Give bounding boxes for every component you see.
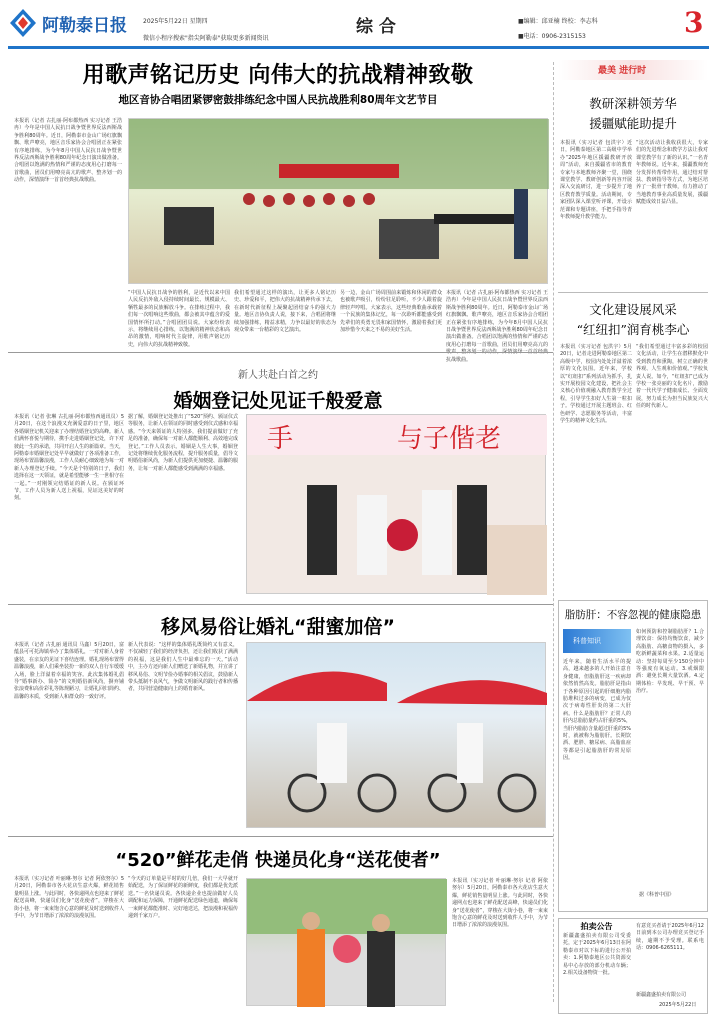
masthead-rule <box>8 46 709 49</box>
story1-headline-line1: 教研深耕领芳华 <box>589 96 677 111</box>
marriage-photo <box>246 414 546 594</box>
story2-headline-line1: 文化建设展风采 <box>589 302 677 317</box>
flower-col-1: 本报讯（实习记者 叶丽琳·努尔 记者 阿依努尔）5月20日，阿勒泰市各大花店生意火爆，鲜花销售量明显上涨。与此同时，各快递网点也迎来了鲜花配送高峰，快递员们化身“送花使者”，穿梭在大街小巷，将一束束饱含心意的鲜花及时送到收件人手中，为节日增添了浓浓的浪漫氛围。 <box>14 876 125 920</box>
notice-date: 2025年5月22日 <box>659 1002 697 1008</box>
story1-col-2: “这次活动让我收获很大，专家们的先进理念和教学方法让我对课堂教学有了新的认识。”一名青年教师说。近年来，援疆教师充分发挥传帮带作用，通过结对帮扶、教研指导等方式，为地区培养了一批骨干教师，有力推动了当地教育事业高质量发展，援疆赋能成效日益凸显。 <box>636 140 708 206</box>
notice-col-2: 有意竞买者请于2025年6月12日前到本公司办理竞买登记手续，逾期不予受理。联系电话：0906-6265111。 <box>636 923 704 952</box>
svg-text:与子偕老: 与子偕老 <box>397 424 502 454</box>
date-line: 2025年5月22日 星期四 <box>143 18 208 25</box>
health-col-2: 如何预防和控制脂肪肝？1.合理饮食：保持均衡饮食，减少高脂肪、高糖食物的摄入，多吃新鲜蔬菜和水果。2.适量运动：坚持每周至少150分钟中等强度有氧运动。3.戒烟限酒：避免长期大量饮酒。4.定期体检：早发现、早干预、早治疗。 <box>636 629 704 695</box>
story2-col-1: 本报讯（实习记者 包洪宇）5月20日，记者走进阿勒泰地区第二高级中学，校园内处处洋溢着浓厚的文化氛围。近年来，学校以“红纽扣”系列活动为抓手，扎实开展校园文化建设，把社会主义核心价值观融入教育教学全过程，引导学生扣好人生第一粒扣子。学校通过开展主题班会、红色研学、志愿服务等活动，丰富学生的精神文化生活。 <box>560 344 632 425</box>
story1-col-1: 本报讯（实习记者 包洪宇）近日，阿勒泰地区第二高级中学举办“2025年地区援疆教研开放周”活动，来自援疆省市的教育专家与本地教师齐聚一堂，围绕课堂教学、教研创新等内容开展深入交流研讨，进一步提升了地区教育教学质量。活动期间，专家团队深入课堂听评课，开设示范课和专题讲座，手把手指导青年教师提升教学能力。 <box>560 140 632 221</box>
marriage-col-2: 据了解，婚姻登记处推出了“520”预约、颁证仪式等服务，让新人在领证的同时感受到仪式感和幸福感。“今天来领证的人特别多，我们提前做好了充足的准备，确保每一对新人都能顺利、高效地完成登记。”工作人员表示。婚姻是人生大事，婚姻登记处将继续优化服务流程，提升服务质量，倡导文明婚俗新风尚，为新人们提供更加便捷、温馨的服务，让每一对新人都能感受到满满的幸福感。 <box>128 414 239 472</box>
flower-col-2: “今天的订单量是平时的好几倍，我们一大早就开始配送，为了保证鲜花的新鲜度，我们都是优先派送。”一名快递员说。各快递企业也提前做好人员调配和运力保障，开通鲜花配送绿色通道，确保每一束鲜花都能准时、完好地送达，把浪漫和祝福传递到千家万户。 <box>128 876 239 920</box>
sidebar-divider <box>558 292 708 293</box>
wedding-headline: 移风易俗让婚礼“甜蜜加倍” <box>161 616 395 638</box>
wedding-col-1: 本报讯（记者 古扎丽 通讯员 马鑫）5月20日，富蕴县可可托海镇举办了集体婚礼，一对对新人身着盛装，在亲友的见证下喜结连理。婚礼现场布置得温馨浪漫，新人们乘坐装扮一新的双人自行车缓缓入场，脸上洋溢着幸福的笑容。此次集体婚礼倡导“婚事新办、简办”的文明婚俗新风尚，摒弃铺张浪费和高价彩礼等陈规陋习，让婚礼回归简约、温馨的本质，受到新人和群众的一致好评。 <box>14 642 125 700</box>
health-banner-image <box>563 629 631 653</box>
paper-logo-icon <box>8 8 38 38</box>
svg-text:手: 手 <box>267 424 294 454</box>
health-headline: 脂肪肝：不容忽视的健康隐患 <box>564 609 702 621</box>
lead-col-4: 另一边，金山广场周围前来锻炼和休闲的群众也被歌声吸引，纷纷驻足聆听，不少人跟着旋律轻声哼唱。大家表示，这些经典歌曲承载着一个民族的集体记忆，每一次聆听都能感受到先辈们的英勇无畏和家国情怀，激励着我们更加珍惜今天来之不易的美好生活。 <box>340 290 442 334</box>
wedding-col-2: 新人代表说：“这样的集体婚礼既简约又有意义，不仅减轻了我们的经济负担，还让我们收获了满满的祝福，这是我们人生中最难忘的一天。”活动中，主办方还向新人们赠送了新婚礼物，并宣讲了移风易俗、文明节俭办婚事的相关倡议，鼓励新人带头抵制不良风气，争做文明新风的践行者和传播者，共同营造健康向上的婚育新风。 <box>128 642 239 693</box>
section-divider <box>8 604 553 605</box>
story2-col-2: “我们希望通过丰富多彩的校园文化活动，让学生在潜移默化中受到教育和熏陶，树立正确的世界观、人生观和价值观。”学校负责人说。如今，“红纽扣”已成为学校一张亮丽的文化名片，激励着一代代学子健康成长、全面发展，努力成长为担当民族复兴大任的时代新人。 <box>636 344 708 410</box>
masthead <box>8 6 708 46</box>
editor-line: ■编辑：邱亚楠 终校：李志科 <box>518 18 598 25</box>
lead-col-3: 我们希望通过这样的演出，让更多人铭记历史、珍爱和平，把伟大的抗战精神传承下去，在新时代新征程上凝聚起团结奋斗的强大力量。地区音协负责人说，接下来，合唱团将继续加强排练，精益求精，力争以最好的状态为观众带来一台精彩的文艺演出。 <box>234 290 336 334</box>
notice-col-1: 新疆鑫盛拍卖有限公司受委托，定于2025年6月13日在阿勒泰市对以下标的进行公开拍卖：1.阿勒泰地区公共资源交易中心存放的部分机动车辆；2.相关设备物资一批。 <box>563 933 631 977</box>
marriage-kicker: 新人共赴白首之约 <box>238 370 318 381</box>
subscription-line: 微信小程序搜索"指尖阿勒泰"获取更多新闻资讯 <box>143 35 269 42</box>
marriage-headline: 婚姻登记处见证千般爱意 <box>173 390 383 412</box>
flower-col-3: 本报讯（实习记者 叶丽琳·努尔 记者 阿依努尔）5月20日，阿勒泰市各大花店生意火爆，鲜花销售量明显上涨。与此同时，各快递网点也迎来了鲜花配送高峰，快递员们化身“送花使者”，穿梭在大街小巷，将一束束饱含心意的鲜花及时送到收件人手中，为节日增添了浓浓的浪漫氛围。 <box>452 878 548 929</box>
story1-headline-line2: 援疆赋能助提升 <box>589 116 677 131</box>
sidebar-banner <box>558 60 708 80</box>
section-divider <box>8 836 553 837</box>
notice-box <box>558 918 708 1014</box>
notice-company: 新疆鑫盛拍卖有限公司 <box>636 992 687 998</box>
lead-photo-choir <box>128 118 548 284</box>
notice-title: 拍卖公告 <box>580 922 613 931</box>
wedding-photo <box>246 642 546 828</box>
lead-col-1: 本报讯（记者 古扎丽·阿布都热西 实习记者 王浩冉）今年是中国人民抗日战争暨世界反法西斯战争胜利80周年。近日，阿勒泰市金山广场红旗飘飘、歌声嘹亮，地区音乐家协会合唱团正在紧张有序地排练，为今年8月中国人民抗日战争暨世界反法西斯战争胜利80周年纪念日演出做准备。合唱团以饱满的热情和严谨的态度用心打磨每一首歌曲，团员们用嘹亮高亢的歌声、整齐划一的动作，深情演绎一首首经典抗战歌曲。 <box>14 118 122 184</box>
lead-col-5: 本报讯（记者 古扎丽·阿布都热西 实习记者 王浩冉）今年是中国人民抗日战争暨世界反法西斯战争胜利80周年。近日，阿勒泰市金山广场红旗飘飘、歌声嘹亮，地区音乐家协会合唱团正在紧张有序地排练，为今年8月中国人民抗日战争暨世界反法西斯战争胜利80周年纪念日演出做准备。合唱团以饱满的热情和严谨的态度用心打磨每一首歌曲，团员们用嘹亮高亢的歌声、整齐划一的动作，深情演绎一首首经典抗战歌曲。 <box>446 290 548 363</box>
marriage-col-1: 本报讯（记者 张琳 古扎丽·阿布都热西通讯员）5月20日，在这个浪漫又充满爱意的日子里，地区各婚姻登记机关迎来了办理结婚登记的高峰。新人们满怀喜悦与期待，携手走进婚姻登记处，许下对彼此一生的承诺，共同开启人生的新篇章。当天，阿勒泰市婚姻登记处早早就做好了各项准备工作，现场布置温馨浪漫，工作人员耐心细致地为每一对新人办理登记手续。“今天是个特别的日子，我们选择在这一天领证，就是希望能够一生一世相守在一起。”一对刚领完结婚证的新人说。在颁证环节，工作人员为新人送上祝福，见证这美好的时刻。 <box>14 414 125 502</box>
paper-name: 阿勒泰日报 <box>42 16 127 36</box>
page-number: 3 <box>684 6 704 39</box>
lead-col-2: “中国人民抗日战争的胜利，是近代以来中国人民反抗外敌入侵持续时间最长、规模最大、牺牲最多的民族解放斗争。在排练过程中，我们每一次唱响这些歌曲，都会被其中蕴含的爱国情怀所打动。”合唱团团员说。大家纷纷表示，将继续用心排练，以饱满的精神状态和高昂的激情，唱响时代主旋律，用歌声铭记历史，向伟大的抗战精神致敬。 <box>128 290 230 348</box>
sidebar-banner-text: 最美 进行时 <box>598 66 647 76</box>
health-box <box>558 600 708 912</box>
health-source: 据《科普中国》 <box>639 892 675 898</box>
flower-photo <box>246 878 446 1006</box>
health-col-1: 近年来，随着生活水平的提高，越来越多的人开始注意自身健康，但脂肪肝这一疾病却依然悄然高发。脂肪肝是指由于各种原因引起的肝细胞内脂肪堆积过多的病变，已成为仅次于病毒性肝炎的第二大肝病。什么是脂肪肝？正常人的肝内总脂肪量约占肝重的5%，当肝内脂肪含量超过肝重的5%时，就被称为脂肪肝。长期饮酒、肥胖、糖尿病、高脂血症等都是引起脂肪肝的常见原因。 <box>563 659 631 762</box>
lead-headline: 用歌声铭记历史 向伟大的抗战精神致敬 <box>82 63 474 88</box>
health-banner-text: 科普知识 <box>573 637 601 645</box>
section-divider <box>8 352 553 353</box>
column-divider <box>553 62 554 1002</box>
phone-line: ■电话：0906-2315153 <box>518 33 586 40</box>
lead-subheadline: 地区音协合唱团紧锣密鼓排练纪念中国人民抗战胜利80周年文艺节目 <box>118 94 438 106</box>
flower-headline: “520”鲜花走俏 快递员化身“送花使者” <box>115 850 441 871</box>
section-title: 综 合 <box>356 17 396 37</box>
story2-headline-line2: “红纽扣”润育桃李心 <box>576 322 690 337</box>
